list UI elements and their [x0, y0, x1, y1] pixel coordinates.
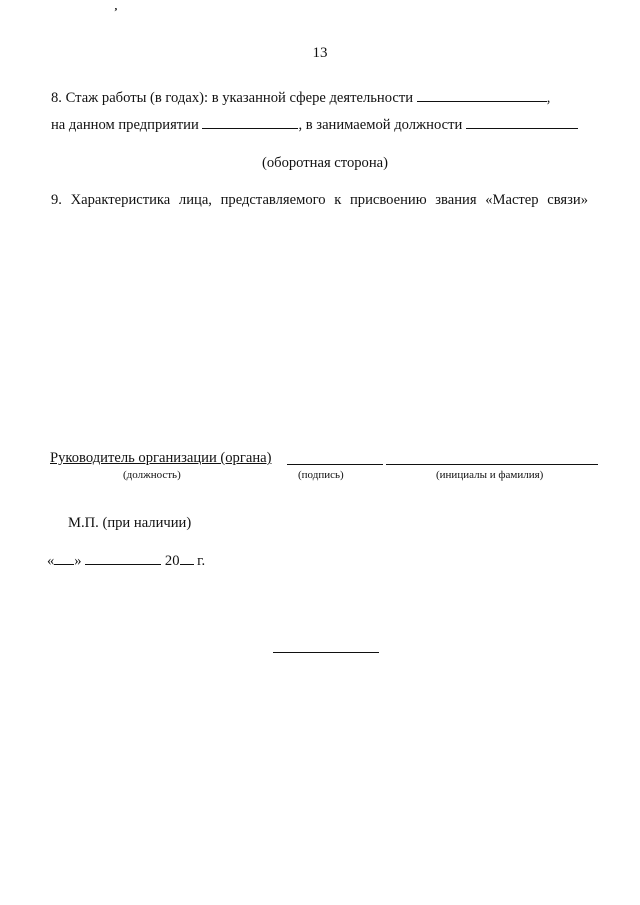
experience-field-blank[interactable]	[417, 89, 547, 102]
head-of-organization-label: Руководитель организации (органа)	[50, 450, 272, 466]
caption-signature: (подпись)	[298, 469, 344, 481]
item-8-label: 8. Стаж работы (в годах): в указанной сфере деятельности	[51, 90, 414, 106]
end-of-form-line	[273, 652, 379, 653]
enterprise-label: на данном предприятии	[51, 117, 199, 133]
item-8-experience	[51, 89, 550, 107]
position-label: , в занимаемой должности	[298, 117, 463, 133]
month-blank[interactable]	[85, 552, 161, 565]
date-open-quote: «	[47, 553, 55, 569]
stamp-place: М.П. (при наличии)	[68, 515, 192, 531]
signature-blank[interactable]	[287, 464, 383, 465]
position-experience-blank[interactable]	[466, 116, 578, 129]
day-blank[interactable]	[54, 552, 74, 565]
enterprise-experience-blank[interactable]	[202, 116, 298, 129]
caption-position: (должность)	[123, 469, 181, 481]
date-close-quote: »	[74, 553, 82, 569]
year-blank[interactable]	[180, 552, 194, 565]
scan-mark: ʼ	[114, 6, 118, 18]
item-8-comma: ,	[546, 90, 551, 106]
back-side-label: (оборотная сторона)	[262, 155, 389, 171]
name-blank[interactable]	[386, 464, 598, 465]
date-line	[47, 552, 205, 570]
item-8-second-line	[51, 116, 578, 134]
caption-name: (инициалы и фамилия)	[436, 469, 544, 481]
year-suffix: г.	[197, 553, 206, 569]
page-number: 13	[312, 45, 328, 61]
year-prefix: 20	[164, 553, 180, 569]
item-9-characteristic: 9. Характеристика лица, представляемого к присвоению звания «Мастер связи»	[51, 192, 588, 208]
